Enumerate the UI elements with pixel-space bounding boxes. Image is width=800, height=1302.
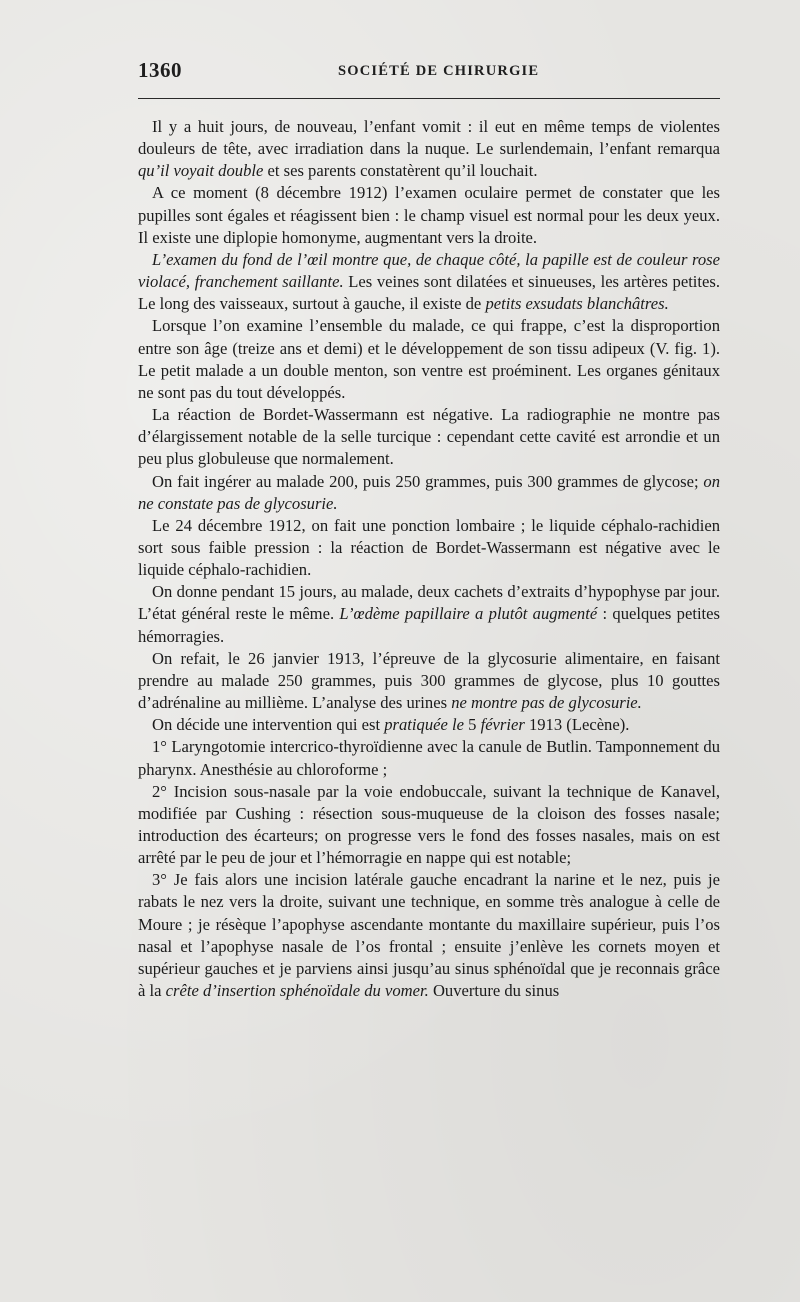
body-text xyxy=(138,116,720,1002)
paragraph xyxy=(138,714,720,736)
text-run: 1913 (Lecène). xyxy=(524,715,630,735)
header-rule xyxy=(138,98,720,99)
text-run: Ouverture du sinus xyxy=(428,981,560,1001)
italic-text: février xyxy=(480,715,525,735)
text-run: Les veines sont dilatées et sinueuses, les artères petites. Le long des vaisseaux, surtout à gauche, il existe de xyxy=(138,272,720,314)
text-run: et ses parents constatèrent qu’il louchait. xyxy=(263,161,538,181)
text-run: 5 xyxy=(463,715,481,735)
text-run: Il y a huit jours, de nouveau, l’enfant vomit : il eut en même temps de violentes douleurs de tête, avec irradiation dans la nuque. Le surlendemain, l’enfant remarqua xyxy=(138,117,720,159)
paragraph xyxy=(138,116,720,182)
text-run: 1° Laryngotomie intercrico-thyroïdienne avec la canule de Butlin. Tamponnement du pharynx. Anesthésie au chloroforme ; xyxy=(138,737,720,779)
paragraph xyxy=(138,648,720,714)
paragraph xyxy=(138,182,720,248)
text-run: On donne pendant 15 jours, au malade, deux cachets d’extraits d’hypophyse par jour. L’état général reste le même. xyxy=(138,582,720,624)
paragraph xyxy=(138,581,720,647)
italic-text: L’œdème papillaire a plutôt augmenté xyxy=(339,604,598,624)
paragraph xyxy=(138,781,720,870)
italic-text: ne montre pas de glycosurie. xyxy=(451,693,642,713)
italic-text: on ne constate pas de glycosurie. xyxy=(138,471,720,513)
text-run: La réaction de Bordet-Wassermann est négative. La radiographie ne montre pas d’élargissement notable de la selle turcique : cependant cette cavité est arrondie et un peu plus globuleuse que normalement. xyxy=(138,405,720,469)
paragraph xyxy=(138,869,720,1002)
text-run: 3° Je fais alors une incision latérale gauche encadrant la narine et le nez, puis je rabats le nez vers la droite, suivant une technique, en somme très analogue à celle de Moure ; je résèque l’apophyse ascendante montante du maxillaire supérieur, puis l’os nasal et l’apophyse nasale de l’os frontal ; ensuite j’enlève les cornets moyen et supérieur gauches et je parviens ainsi jusqu’au sinus sphénoïdal que je reconnais grâce à la xyxy=(138,870,720,1001)
italic-text: crête d’insertion sphénoïdale du vomer. xyxy=(165,981,429,1001)
italic-text: petits exsudats blanchâtres. xyxy=(485,294,669,314)
paragraph xyxy=(138,249,720,315)
paragraph xyxy=(138,404,720,470)
italic-text: qu’il voyait double xyxy=(138,161,264,181)
page-header xyxy=(138,58,720,86)
text-run: A ce moment (8 décembre 1912) l’examen oculaire permet de constater que les pupilles sont égales et réagissent bien : le champ visuel est normal pour les deux yeux. Il existe une diplopie homonyme, augmentant vers la droite. xyxy=(138,183,720,247)
paragraph xyxy=(138,471,720,515)
text-run: Lorsque l’on examine l’ensemble du malade, ce qui frappe, c’est la disproportion entre son âge (treize ans et demi) et le développement de son tissu adipeux (V. fig. 1). Le petit malade a un double menton, son ventre est proéminent. Les organes génitaux ne sont pas du tout développés. xyxy=(138,316,720,402)
page-number: 1360 xyxy=(138,58,182,82)
italic-text: L’examen du fond de l’œil montre que, de chaque côté, la papille est de couleur rose violacé, franchement saillante. xyxy=(138,249,720,292)
paragraph xyxy=(138,736,720,780)
text-run: 2° Incision sous-nasale par la voie endobuccale, suivant la technique de Kanavel, modifiée par Cushing : résection sous-muqueuse de la cloison des fosses nasale; introduction des écarteurs; on progresse vers le fond des fosses nasales, mais on est arrêté par le peu de jour et l’hémorragie en nappe qui est notable; xyxy=(138,781,720,868)
text-run: On fait ingérer au malade 200, puis 250 grammes, puis 300 grammes de glycose; xyxy=(152,471,704,491)
text-run: : quelques petites hémorragies. xyxy=(138,604,720,646)
paragraph xyxy=(138,315,720,404)
text-run: On décide une intervention qui est xyxy=(152,715,385,735)
italic-text: pratiquée le xyxy=(384,715,464,735)
text-run: On refait, le 26 janvier 1913, l’épreuve de la glycosurie alimentaire, en faisant prendre au malade 250 grammes, puis 300 grammes de glycose, plus 10 gouttes d’adrénaline au millième. L’analyse des urines xyxy=(138,648,720,713)
paragraph xyxy=(138,515,720,581)
running-head: SOCIÉTÉ DE CHIRURGIE xyxy=(338,63,540,79)
text-run: Le 24 décembre 1912, on fait une ponction lombaire ; le liquide céphalo-rachidien sort sous faible pression : la réaction de Bordet-Wassermann est négative avec le liquide céphalo-rachidien. xyxy=(138,515,720,580)
